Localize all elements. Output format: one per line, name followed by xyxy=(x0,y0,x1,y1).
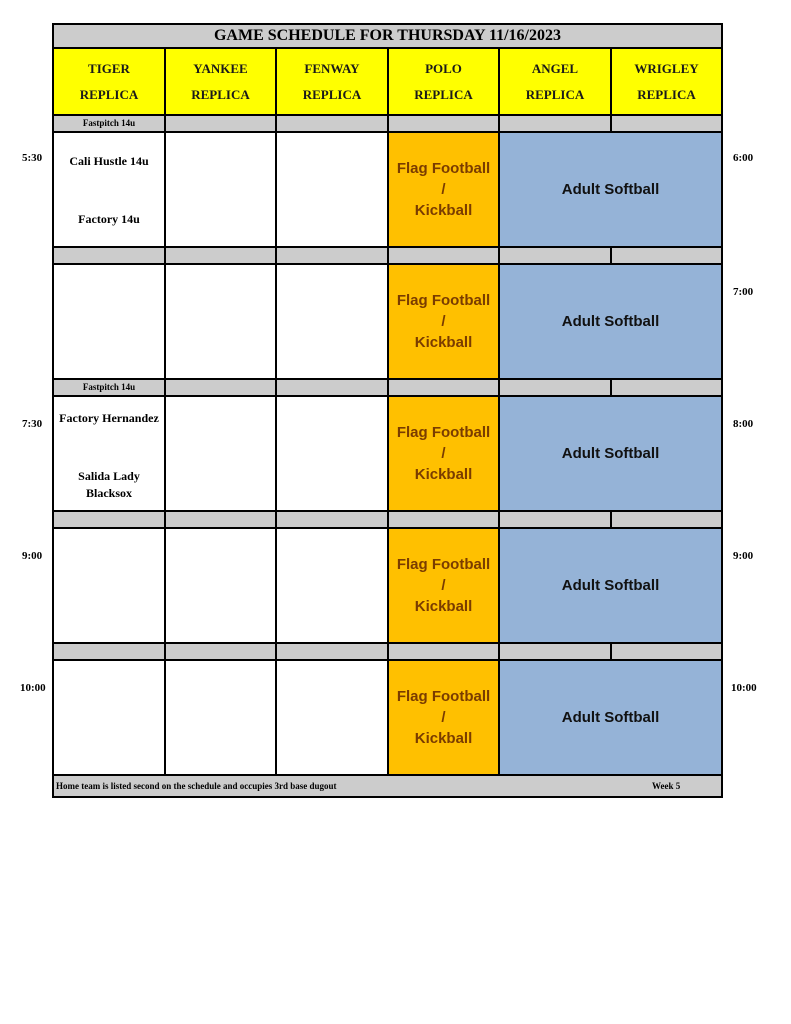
division-label: Fastpitch 14u xyxy=(54,380,166,395)
flag-football-kickball-block: Flag Football / Kickball xyxy=(389,397,500,510)
time-block-2 xyxy=(54,265,721,380)
flag-football-kickball-block: Flag Football / Kickball xyxy=(389,529,500,642)
empty-slot xyxy=(166,265,277,378)
home-team: Factory 14u xyxy=(78,212,140,226)
field-header-row xyxy=(54,49,721,116)
adult-softball-block: Adult Softball xyxy=(500,265,721,378)
empty-slot xyxy=(54,661,166,774)
time-block-1 xyxy=(54,133,721,248)
field-header-yankee: YANKEE REPLICA xyxy=(166,49,277,114)
time-right-3: 8:00 xyxy=(733,418,754,430)
separator-row xyxy=(54,512,721,529)
empty-slot xyxy=(277,397,389,510)
away-team: Cali Hustle 14u xyxy=(69,154,149,168)
empty-slot xyxy=(54,265,166,378)
separator-row xyxy=(54,380,721,397)
empty-slot xyxy=(166,529,277,642)
empty-slot xyxy=(166,133,277,246)
time-block-4 xyxy=(54,529,721,644)
adult-softball-block: Adult Softball xyxy=(500,661,721,774)
time-left-4: 10:00 xyxy=(20,682,46,694)
adult-softball-block: Adult Softball xyxy=(500,133,721,246)
schedule-table xyxy=(52,23,723,798)
empty-slot xyxy=(277,661,389,774)
field-header-fenway: FENWAY REPLICA xyxy=(277,49,389,114)
time-left-3: 9:00 xyxy=(22,550,43,562)
time-block-5 xyxy=(54,661,721,776)
time-right-2: 7:00 xyxy=(733,286,754,298)
game-cell-tiger-3 xyxy=(54,397,166,510)
time-right-4: 9:00 xyxy=(733,550,754,562)
week-label: Week 5 xyxy=(652,781,681,791)
time-block-3 xyxy=(54,397,721,512)
empty-slot xyxy=(277,265,389,378)
flag-football-kickball-block: Flag Football / Kickball xyxy=(389,265,500,378)
time-left-2: 7:30 xyxy=(22,418,43,430)
field-header-tiger: TIGER REPLICA xyxy=(54,49,166,114)
empty-slot xyxy=(166,661,277,774)
footer-bar xyxy=(54,776,721,796)
away-team: Factory Hernandez xyxy=(59,411,159,425)
footer-note: Home team is listed second on the schedule and occupies 3rd base dugout xyxy=(56,781,337,791)
division-label: Fastpitch 14u xyxy=(54,116,166,131)
empty-slot xyxy=(277,529,389,642)
adult-softball-block: Adult Softball xyxy=(500,397,721,510)
adult-softball-block: Adult Softball xyxy=(500,529,721,642)
time-right-5: 10:00 xyxy=(731,682,757,694)
flag-football-kickball-block: Flag Football / Kickball xyxy=(389,133,500,246)
empty-slot xyxy=(166,397,277,510)
flag-football-kickball-block: Flag Football / Kickball xyxy=(389,661,500,774)
time-right-1: 6:00 xyxy=(733,152,754,164)
separator-row xyxy=(54,116,721,133)
game-cell-tiger-1 xyxy=(54,133,166,246)
field-header-angel: ANGEL REPLICA xyxy=(500,49,612,114)
empty-slot xyxy=(54,529,166,642)
separator-row xyxy=(54,248,721,265)
empty-slot xyxy=(277,133,389,246)
time-left-1: 5:30 xyxy=(22,152,43,164)
separator-row xyxy=(54,644,721,661)
field-header-wrigley: WRIGLEY REPLICA xyxy=(634,60,699,102)
schedule-title: GAME SCHEDULE FOR THURSDAY 11/16/2023 xyxy=(54,25,721,49)
home-team: Salida Lady Blacksox xyxy=(78,469,140,500)
field-header-polo: POLO REPLICA xyxy=(389,49,500,114)
